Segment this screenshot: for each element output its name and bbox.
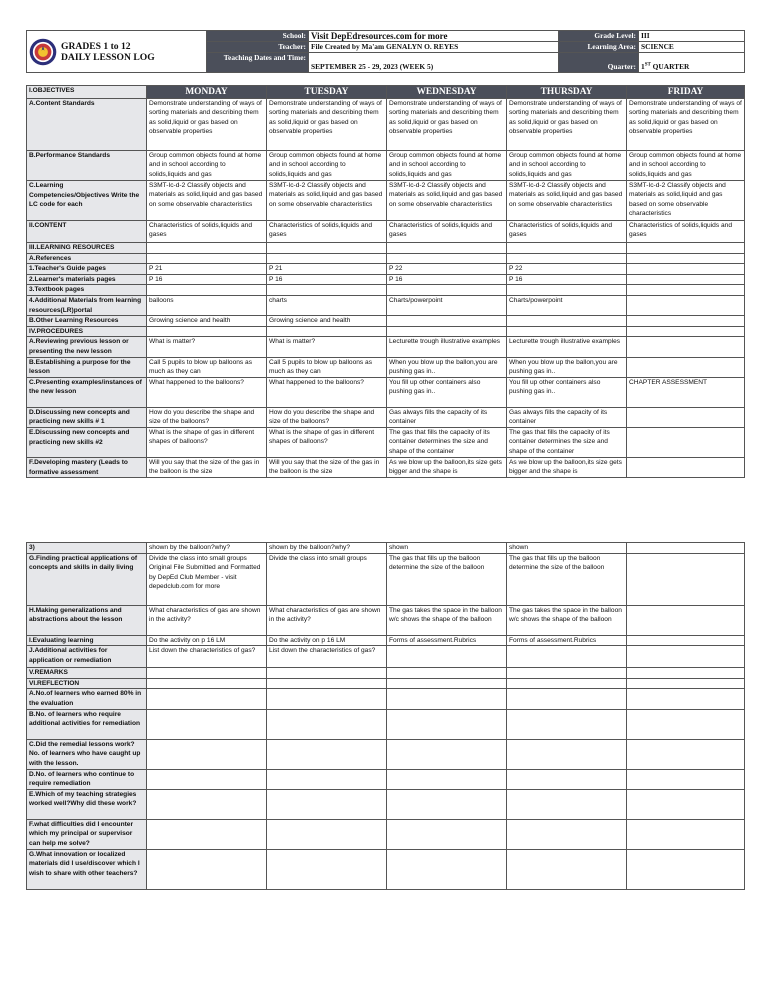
row-label: H.Making generalizations and abstractions about the lesson <box>27 605 147 635</box>
table-cell <box>147 849 267 889</box>
table-cell: Charts/powerpoint <box>387 295 507 315</box>
table-cell <box>147 709 267 739</box>
table-cell: Divide the class into small groups <box>267 553 387 605</box>
table-row <box>27 243 745 254</box>
table-row <box>27 605 745 635</box>
row-label: IV.PROCEDURES <box>27 326 147 337</box>
table-cell <box>267 689 387 709</box>
table-cell: P 16 <box>147 274 267 285</box>
row-label: D.Discussing new concepts and practicing new skills # 1 <box>27 407 147 427</box>
table-cell: Growing science and health <box>147 316 267 327</box>
row-label: 4.Additional Materials from learning resources(LR)portal <box>27 295 147 315</box>
table-cell: P 22 <box>387 264 507 275</box>
table-row <box>27 337 745 357</box>
row-label: B.Performance Standards <box>27 151 147 181</box>
table-cell: Divide the class into small groups Original File Submitted and Formatted by DepEd Club Member - visit depedclub.com for more <box>147 553 267 605</box>
table-cell <box>507 316 627 327</box>
table-row <box>27 99 745 151</box>
table-cell: Charts/powerpoint <box>507 295 627 315</box>
table-cell <box>627 243 745 254</box>
table-cell: The gas that fills up the balloon determine the size of the balloon <box>387 553 507 605</box>
table-cell: P 22 <box>507 264 627 275</box>
table-row <box>27 789 745 819</box>
row-label: 3) <box>27 543 147 554</box>
table-row <box>27 646 745 668</box>
table-cell <box>387 285 507 296</box>
table-cell <box>627 357 745 377</box>
table-cell <box>147 678 267 689</box>
row-label: G.What innovation or localized materials did I use/discover which I wish to share with other teachers? <box>27 849 147 889</box>
table-cell: balloons <box>147 295 267 315</box>
table-cell <box>267 326 387 337</box>
table-cell <box>267 253 387 264</box>
table-cell: List down the characteristics of gas? <box>267 646 387 668</box>
table-cell: P 16 <box>387 274 507 285</box>
table-cell: Characteristics of solids,liquids and gases <box>267 221 387 243</box>
table-cell <box>147 789 267 819</box>
table-cell <box>627 337 745 357</box>
table-cell <box>267 849 387 889</box>
table-row <box>27 407 745 427</box>
table-cell: The gas takes the space in the balloon w/c shows the shape of the balloon <box>507 605 627 635</box>
table-cell <box>387 668 507 679</box>
table-cell <box>627 605 745 635</box>
table-cell <box>147 253 267 264</box>
header-table <box>26 30 745 73</box>
table-cell <box>627 789 745 819</box>
school-value: Visit DepEdresources.com for more <box>309 31 559 42</box>
lesson-table-part2 <box>26 542 745 890</box>
row-label: E.Which of my teaching strategies worked well?Why did these work? <box>27 789 147 819</box>
table-cell <box>627 543 745 554</box>
table-cell: Demonstrate understanding of ways of sorting materials and describing them as solid,liquid or gas based on observable properties <box>387 99 507 151</box>
table-cell <box>147 689 267 709</box>
table-cell <box>627 819 745 849</box>
table-cell: As we blow up the balloon,its size gets bigger and the shape is <box>507 457 627 477</box>
table-cell <box>507 243 627 254</box>
table-cell: The gas that fills up the balloon determine the size of the balloon <box>507 553 627 605</box>
table-cell <box>627 678 745 689</box>
table-cell <box>387 819 507 849</box>
grades-heading: GRADES 1 to 12 <box>61 40 131 52</box>
table-cell <box>627 316 745 327</box>
table-row <box>27 553 745 605</box>
table-cell: Demonstrate understanding of ways of sorting materials and describing them as solid,liquid or gas based on observable properties <box>147 99 267 151</box>
table-cell <box>627 407 745 427</box>
table-cell <box>387 739 507 769</box>
table-cell <box>267 678 387 689</box>
grade-level-value: III <box>639 31 745 42</box>
lesson-table-part1 <box>26 85 745 478</box>
table-cell: Do the activity on p 16 LM <box>267 635 387 646</box>
table-row <box>27 689 745 709</box>
table-cell: S3MT-Ic-d-2 Classify objects and materials as solid,liquid and gas based on some observable characteristics <box>387 181 507 221</box>
table-cell <box>387 678 507 689</box>
table-cell: P 16 <box>507 274 627 285</box>
row-label: J.Additional activities for application or remediation <box>27 646 147 668</box>
table-row <box>27 151 745 181</box>
table-cell <box>627 295 745 315</box>
table-cell: shown by the balloon?why? <box>147 543 267 554</box>
table-cell: The gas that fills the capacity of its container determines the size and shape of the container <box>507 427 627 457</box>
row-label: C.Learning Competencies/Objectives Write the LC code for each <box>27 181 147 221</box>
row-label: III.LEARNING RESOURCES <box>27 243 147 254</box>
teacher-label: Teacher: <box>207 42 309 53</box>
table-row <box>27 274 745 285</box>
row-label: A.References <box>27 253 147 264</box>
table-cell: Call 5 pupils to blow up balloons as much as they can <box>147 357 267 377</box>
quarter-number: 1 <box>641 62 645 71</box>
row-label: A.Reviewing previous lesson or presenting the new lesson <box>27 337 147 357</box>
table-cell: What characteristics of gas are shown in the activity? <box>147 605 267 635</box>
table-cell <box>627 646 745 668</box>
table-cell <box>387 646 507 668</box>
table-cell <box>627 709 745 739</box>
day-header-wednesday: WEDNESDAY <box>387 86 507 99</box>
table-cell: Call 5 pupils to blow up balloons as much as they can <box>267 357 387 377</box>
table-cell <box>387 253 507 264</box>
table-cell <box>387 789 507 819</box>
table-row <box>27 285 745 296</box>
table-row <box>27 264 745 275</box>
table-cell: P 16 <box>267 274 387 285</box>
table-cell <box>507 789 627 819</box>
table-cell <box>507 678 627 689</box>
table-cell: Will you say that the size of the gas in the balloon is the size <box>147 457 267 477</box>
table-cell: What is matter? <box>147 337 267 357</box>
table-row <box>27 427 745 457</box>
table-cell: P 21 <box>267 264 387 275</box>
row-label: D.No. of learners who continue to require remediation <box>27 769 147 789</box>
table-cell <box>387 316 507 327</box>
table-cell <box>267 285 387 296</box>
row-label: G.Finding practical applications of concepts and skills in daily living <box>27 553 147 605</box>
table-cell: Characteristics of solids,liquids and gases <box>147 221 267 243</box>
table-cell: charts <box>267 295 387 315</box>
table-cell <box>267 789 387 819</box>
table-cell <box>507 668 627 679</box>
table-cell: You fill up other containers also pushing gas in.. <box>387 377 507 407</box>
table-cell <box>147 819 267 849</box>
table-row <box>27 709 745 739</box>
table-cell: P 21 <box>147 264 267 275</box>
table-cell <box>267 709 387 739</box>
day-header-thursday: THURSDAY <box>507 86 627 99</box>
row-label: V.REMARKS <box>27 668 147 679</box>
dates-label: Teaching Dates and Time: <box>207 53 309 73</box>
table-cell <box>627 635 745 646</box>
table-cell <box>627 274 745 285</box>
table-cell: What happened to the balloons? <box>147 377 267 407</box>
table-cell: shown <box>387 543 507 554</box>
table-row <box>27 357 745 377</box>
row-label: A.No.of learners who earned 80% in the evaluation <box>27 689 147 709</box>
table-cell <box>267 668 387 679</box>
table-cell <box>387 689 507 709</box>
table-cell: Demonstrate understanding of ways of sorting materials and describing them as solid,liquid or gas based on observable properties <box>627 99 745 151</box>
table-cell: shown by the balloon?why? <box>267 543 387 554</box>
table-cell <box>147 243 267 254</box>
row-label: A.Content Standards <box>27 99 147 151</box>
table-cell <box>627 689 745 709</box>
table-row <box>27 253 745 264</box>
quarter-value <box>639 53 745 73</box>
table-cell: Demonstrate understanding of ways of sorting materials and describing them as solid,liquid or gas based on observable properties <box>267 99 387 151</box>
table-cell <box>267 769 387 789</box>
table-cell <box>387 849 507 889</box>
table-row <box>27 668 745 679</box>
table-cell <box>267 819 387 849</box>
table-cell <box>627 264 745 275</box>
table-cell: Forms of assessment.Rubrics <box>387 635 507 646</box>
table-cell: List down the characteristics of gas? <box>147 646 267 668</box>
table-cell <box>507 769 627 789</box>
table-cell: What is matter? <box>267 337 387 357</box>
table-cell: CHAPTER ASSESSMENT <box>627 377 745 407</box>
table-cell: shown <box>507 543 627 554</box>
table-cell <box>147 285 267 296</box>
log-title: DAILY LESSON LOG <box>61 51 155 63</box>
table-cell: Gas always fills the capacity of its container <box>507 407 627 427</box>
table-cell: How do you describe the shape and size of the balloons? <box>267 407 387 427</box>
table-cell: You fill up other containers also pushing gas in.. <box>507 377 627 407</box>
table-cell: S3MT-Ic-d-2 Classify objects and materials as solid,liquid and gas based on some observable characteristics <box>267 181 387 221</box>
lesson-log-sheet <box>26 30 744 890</box>
table-cell <box>627 427 745 457</box>
row-label: I.Evaluating learning <box>27 635 147 646</box>
table-cell <box>627 457 745 477</box>
table-cell: The gas that fills the capacity of its container determines the size and shape of the container <box>387 427 507 457</box>
table-cell: S3MT-Ic-d-2 Classify objects and materials as solid,liquid and gas based on some observable characteristics <box>147 181 267 221</box>
table-row <box>27 295 745 315</box>
row-label: B.No. of learners who require additional activities for remediation <box>27 709 147 739</box>
learning-area-value: SCIENCE <box>639 42 745 53</box>
table-row <box>27 849 745 889</box>
table-cell: Group common objects found at home and in school according to solids,liquids and gas <box>387 151 507 181</box>
table-cell: Will you say that the size of the gas in the balloon is the size <box>267 457 387 477</box>
table-cell: Characteristics of solids,liquids and gases <box>387 221 507 243</box>
table-cell: Demonstrate understanding of ways of sorting materials and describing them as solid,liquid or gas based on observable properties <box>507 99 627 151</box>
table-cell: Characteristics of solids,liquids and gases <box>507 221 627 243</box>
table-cell: What happened to the balloons? <box>267 377 387 407</box>
table-cell <box>147 668 267 679</box>
table-cell: Group common objects found at home and in school according to solids,liquids and gas <box>147 151 267 181</box>
table-cell <box>507 326 627 337</box>
table-cell <box>387 326 507 337</box>
row-label: F.Developing mastery (Leads to formative assessment <box>27 457 147 477</box>
table-cell <box>507 689 627 709</box>
table-cell <box>627 253 745 264</box>
row-label: C.Presenting examples/instances of the new lesson <box>27 377 147 407</box>
table-cell <box>267 243 387 254</box>
table-cell: Group common objects found at home and in school according to solids,liquids and gas <box>267 151 387 181</box>
table-cell <box>507 819 627 849</box>
table-cell <box>147 326 267 337</box>
table-row <box>27 678 745 689</box>
table-cell <box>507 285 627 296</box>
table-cell: How do you describe the shape and size of the balloons? <box>147 407 267 427</box>
table-cell: S3MT-Ic-d-2 Classify objects and materials as solid,liquid and gas based on some observable characteristics <box>627 181 745 221</box>
table-row <box>27 316 745 327</box>
table-cell: When you blow up the ballon,you are pushing gas in.. <box>507 357 627 377</box>
table-cell <box>627 668 745 679</box>
table-row <box>27 457 745 477</box>
table-cell: When you blow up the ballon,you are pushing gas in.. <box>387 357 507 377</box>
table-cell <box>387 243 507 254</box>
table-cell: The gas takes the space in the balloon w/c shows the shape of the balloon <box>387 605 507 635</box>
table-row <box>27 543 745 554</box>
table-cell <box>147 769 267 789</box>
table-cell <box>627 553 745 605</box>
quarter-suffix: ST <box>644 62 651 68</box>
table-cell <box>507 849 627 889</box>
table-cell <box>267 739 387 769</box>
row-label: VI.REFLECTION <box>27 678 147 689</box>
row-label: C.Did the remedial lessons work?No. of learners who have caught up with the lesson. <box>27 739 147 769</box>
table-cell <box>507 646 627 668</box>
table-cell <box>387 769 507 789</box>
table-row <box>27 221 745 243</box>
school-label: School: <box>207 31 309 42</box>
table-cell: Characteristics of solids,liquids and gases <box>627 221 745 243</box>
day-header-friday: FRIDAY <box>627 86 745 99</box>
table-cell: Group common objects found at home and in school according to solids,liquids and gas <box>507 151 627 181</box>
quarter-word: QUARTER <box>650 62 690 71</box>
dates-value: SEPTEMBER 25 - 29, 2023 (WEEK 5) <box>309 53 559 73</box>
table-cell <box>387 709 507 739</box>
teacher-value: File Created by Ma'am GENALYN O. REYES <box>309 42 559 53</box>
row-label: E.Discussing new concepts and practicing new skills #2 <box>27 427 147 457</box>
row-label: B.Other Learning Resources <box>27 316 147 327</box>
table-cell <box>627 739 745 769</box>
table-cell: What is the shape of gas in different shapes of balloons? <box>147 427 267 457</box>
table-cell <box>507 709 627 739</box>
table-row <box>27 86 745 99</box>
table-cell: What characteristics of gas are shown in the activity? <box>267 605 387 635</box>
table-row <box>27 181 745 221</box>
day-header-monday: MONDAY <box>147 86 267 99</box>
table-cell <box>627 326 745 337</box>
table-cell <box>147 739 267 769</box>
table-cell: Do the activity on p 16 LM <box>147 635 267 646</box>
grade-level-label: Grade Level: <box>559 31 639 42</box>
table-cell: Lecturette trough illustrative examples <box>387 337 507 357</box>
table-row <box>27 377 745 407</box>
table-cell <box>627 285 745 296</box>
learning-area-label: Learning Area: <box>559 42 639 53</box>
table-row <box>27 739 745 769</box>
row-label: 1.Teacher's Guide pages <box>27 264 147 275</box>
table-row <box>27 635 745 646</box>
table-cell <box>507 739 627 769</box>
row-label: B.Establishing a purpose for the lesson <box>27 357 147 377</box>
table-cell: Gas always fills the capacity of its container <box>387 407 507 427</box>
row-label: I.OBJECTIVES <box>27 86 147 99</box>
row-label: 3.Textbook pages <box>27 285 147 296</box>
day-header-tuesday: TUESDAY <box>267 86 387 99</box>
table-row <box>27 769 745 789</box>
row-label: II.CONTENT <box>27 221 147 243</box>
deped-seal-icon <box>29 38 57 66</box>
logo-cell <box>27 31 207 73</box>
table-cell: S3MT-Ic-d-2 Classify objects and materials as solid,liquid and gas based on some observable characteristics <box>507 181 627 221</box>
table-cell: Group common objects found at home and in school according to solids,liquids and gas <box>627 151 745 181</box>
table-cell: Growing science and health <box>267 316 387 327</box>
table-cell: What is the shape of gas in different shapes of balloons? <box>267 427 387 457</box>
table-cell: Forms of assessment.Rubrics <box>507 635 627 646</box>
table-cell: As we blow up the balloon,its size gets bigger and the shape is <box>387 457 507 477</box>
row-label: 2.Learner's materials pages <box>27 274 147 285</box>
table-cell: Lecturette trough illustrative examples <box>507 337 627 357</box>
table-cell <box>507 253 627 264</box>
table-row <box>27 819 745 849</box>
quarter-label: Quarter: <box>559 53 639 73</box>
table-row <box>27 326 745 337</box>
table-cell <box>627 849 745 889</box>
row-label: F.what difficulties did I encounter which my principal or supervisor can help me solve? <box>27 819 147 849</box>
table-cell <box>627 769 745 789</box>
